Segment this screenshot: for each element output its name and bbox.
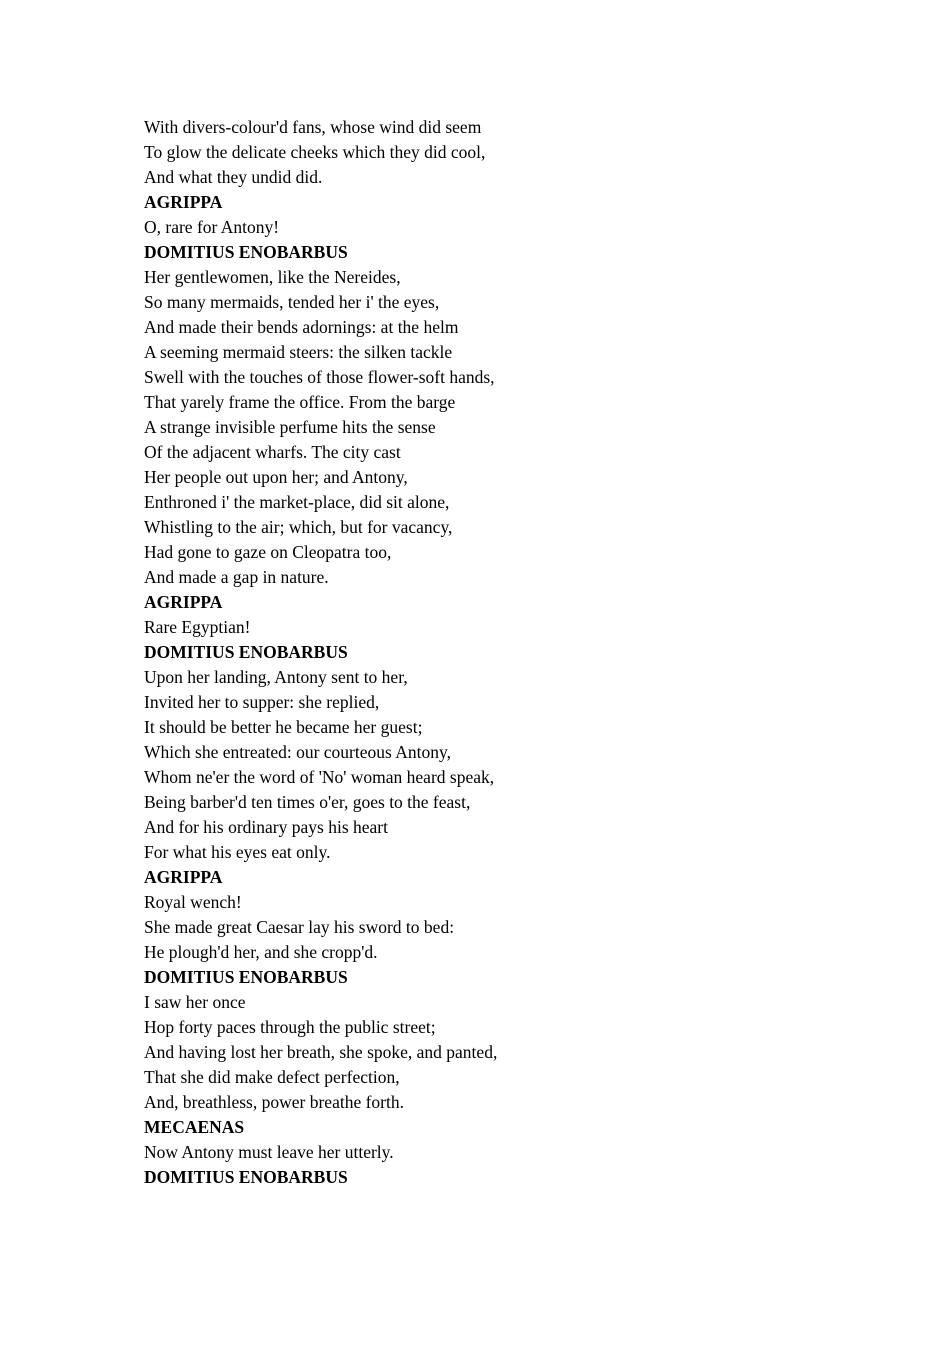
verse-line: Whom ne'er the word of 'No' woman heard speak, xyxy=(144,767,495,787)
verse-line: And, breathless, power breathe forth. xyxy=(144,1092,404,1112)
verse-line: I saw her once xyxy=(144,992,246,1012)
verse-line: And made their bends adornings: at the helm xyxy=(144,317,459,337)
verse-line: Royal wench! xyxy=(144,892,242,912)
verse-line: Had gone to gaze on Cleopatra too, xyxy=(144,542,392,562)
verse-line: Being barber'd ten times o'er, goes to the feast, xyxy=(144,792,471,812)
verse-line: Invited her to supper: she replied, xyxy=(144,692,380,712)
play-script-text xyxy=(144,115,844,1190)
speaker-name: DOMITIUS ENOBARBUS xyxy=(144,1167,348,1187)
verse-line: Hop forty paces through the public street; xyxy=(144,1017,436,1037)
verse-line: Her gentlewomen, like the Nereides, xyxy=(144,267,401,287)
verse-line: Whistling to the air; which, but for vacancy, xyxy=(144,517,453,537)
speaker-name: AGRIPPA xyxy=(144,192,223,212)
speaker-name: MECAENAS xyxy=(144,1117,245,1137)
speaker-name: DOMITIUS ENOBARBUS xyxy=(144,242,348,262)
verse-line: Enthroned i' the market-place, did sit alone, xyxy=(144,492,450,512)
verse-line: And what they undid did. xyxy=(144,167,323,187)
verse-line: And made a gap in nature. xyxy=(144,567,329,587)
speaker-name: AGRIPPA xyxy=(144,867,223,887)
verse-line: Swell with the touches of those flower-soft hands, xyxy=(144,367,495,387)
verse-line: He plough'd her, and she cropp'd. xyxy=(144,942,378,962)
verse-line: Of the adjacent wharfs. The city cast xyxy=(144,442,401,462)
verse-line: So many mermaids, tended her i' the eyes, xyxy=(144,292,440,312)
verse-line: Which she entreated: our courteous Antony, xyxy=(144,742,451,762)
verse-line: Now Antony must leave her utterly. xyxy=(144,1142,394,1162)
verse-line: Her people out upon her; and Antony, xyxy=(144,467,408,487)
verse-line: That she did make defect perfection, xyxy=(144,1067,400,1087)
speaker-name: DOMITIUS ENOBARBUS xyxy=(144,967,348,987)
verse-line: And having lost her breath, she spoke, and panted, xyxy=(144,1042,498,1062)
verse-line: Upon her landing, Antony sent to her, xyxy=(144,667,408,687)
speaker-name: AGRIPPA xyxy=(144,592,223,612)
verse-line: A strange invisible perfume hits the sense xyxy=(144,417,436,437)
verse-line: And for his ordinary pays his heart xyxy=(144,817,388,837)
verse-line: O, rare for Antony! xyxy=(144,217,280,237)
verse-line: Rare Egyptian! xyxy=(144,617,251,637)
verse-line: A seeming mermaid steers: the silken tackle xyxy=(144,342,453,362)
verse-line: To glow the delicate cheeks which they did cool, xyxy=(144,142,486,162)
verse-line: She made great Caesar lay his sword to bed: xyxy=(144,917,455,937)
verse-line: That yarely frame the office. From the barge xyxy=(144,392,456,412)
verse-line: With divers-colour'd fans, whose wind did seem xyxy=(144,117,482,137)
verse-line: It should be better he became her guest; xyxy=(144,717,423,737)
verse-line: For what his eyes eat only. xyxy=(144,842,331,862)
speaker-name: DOMITIUS ENOBARBUS xyxy=(144,642,348,662)
